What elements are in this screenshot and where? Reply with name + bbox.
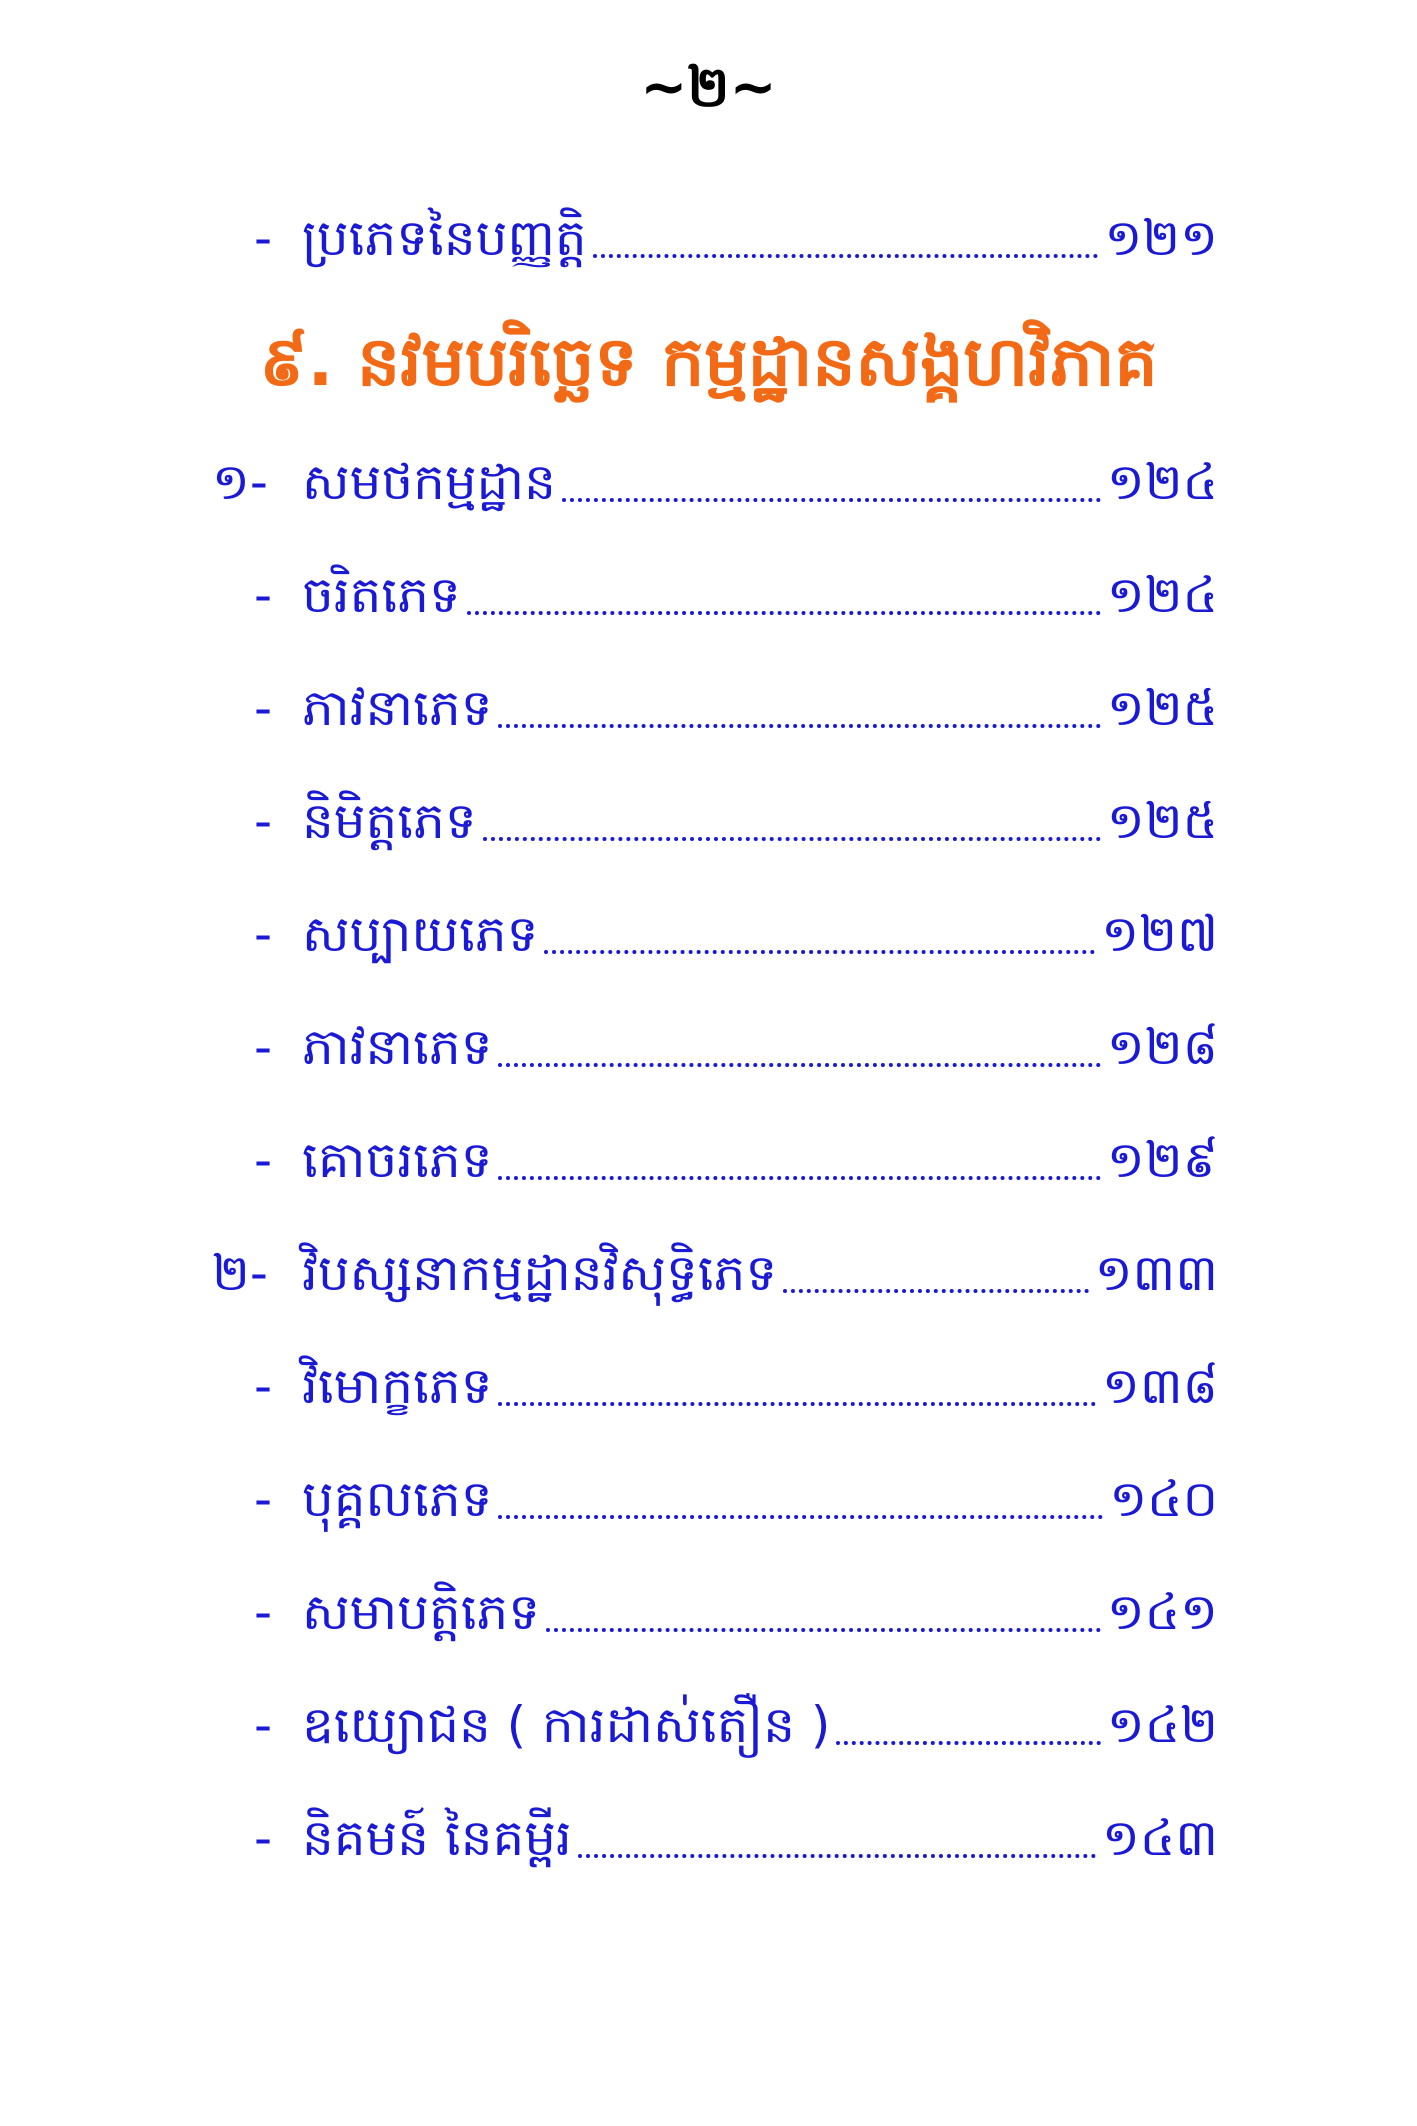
dot-leader	[544, 950, 1095, 954]
toc-label: សមាបត្តិភេទ	[302, 1583, 541, 1641]
toc-label: សមថកម្មដ្ឋាន	[302, 453, 556, 511]
toc-marker: -	[254, 679, 273, 737]
toc-entry-0[interactable]	[212, 196, 1218, 280]
page-number: ~២~	[640, 55, 777, 120]
dot-leader	[578, 1854, 1096, 1858]
dot-leader	[836, 1741, 1101, 1745]
toc-page-number: ១២១	[1104, 209, 1218, 267]
toc-marker: -	[254, 1131, 273, 1189]
toc-entry-9[interactable]	[212, 1344, 1218, 1428]
toc-label: និមិត្តភេទ	[302, 792, 477, 850]
toc-marker: ១-	[212, 453, 268, 511]
toc-marker: ២-	[212, 1244, 268, 1302]
toc-entry-3[interactable]	[212, 666, 1218, 750]
chapter-heading: ៩. នវមបរិច្ឆេទ កម្មដ្ឋានសង្គហវិភាគ	[259, 323, 1158, 402]
toc-marker: -	[254, 1357, 273, 1415]
toc-marker: -	[254, 1583, 273, 1641]
dot-leader	[562, 498, 1101, 502]
toc-label: សប្បាយភេទ	[302, 905, 539, 963]
toc-marker: -	[254, 566, 273, 624]
toc-page-number: ១២៨	[1106, 1018, 1218, 1076]
toc-page-number: ១២៤	[1106, 566, 1218, 624]
toc-page-number: ១២៤	[1106, 453, 1218, 511]
dot-leader	[498, 1402, 1096, 1406]
dot-leader	[498, 1176, 1100, 1180]
toc-entry-13[interactable]	[212, 1796, 1218, 1880]
toc-label: ចរិតភេទ	[302, 566, 461, 624]
toc-label: វិបស្សនាកម្មដ្ឋានវិសុទ្ធិភេទ	[302, 1244, 778, 1302]
dot-leader	[593, 254, 1099, 258]
toc-entry-11[interactable]	[212, 1570, 1218, 1654]
toc-entry-4[interactable]	[212, 779, 1218, 863]
toc-label: ភាវនាភេទ	[302, 1018, 493, 1076]
dot-leader	[546, 1628, 1101, 1632]
toc-page-number: ១២៩	[1106, 1131, 1218, 1189]
toc-marker: -	[254, 792, 273, 850]
toc-label: ភាវនាភេទ	[302, 679, 493, 737]
dot-leader	[783, 1289, 1089, 1293]
toc-label: គោចរភេទ	[302, 1131, 493, 1189]
toc-label: ឧយ្យោជន ( ការដាស់តឿន )	[302, 1696, 831, 1754]
dot-leader	[498, 1063, 1100, 1067]
toc-page-number: ១៤២	[1106, 1696, 1218, 1754]
toc-marker: -	[254, 1696, 273, 1754]
toc-entry-5[interactable]	[212, 892, 1218, 976]
toc-entry-7[interactable]	[212, 1118, 1218, 1202]
toc-page-number: ១៤១	[1106, 1583, 1218, 1641]
toc-entry-10[interactable]	[212, 1457, 1218, 1541]
toc-page-number: ១២៥	[1106, 792, 1218, 850]
dot-leader	[498, 724, 1100, 728]
toc-entry-8[interactable]	[212, 1231, 1218, 1315]
toc-page-number: ១២៧	[1101, 905, 1218, 963]
toc-label: វិមោក្ខភេទ	[302, 1357, 493, 1415]
toc-entry-2[interactable]	[212, 553, 1218, 637]
toc-page-number: ១២៥	[1106, 679, 1218, 737]
toc-marker: -	[254, 1018, 273, 1076]
toc-page-number: ១៣៣	[1094, 1244, 1218, 1302]
toc-marker: -	[254, 905, 273, 963]
toc-marker: -	[254, 1809, 273, 1867]
toc-entry-1[interactable]	[212, 440, 1218, 524]
toc-label: បុគ្គលភេទ	[302, 1470, 493, 1528]
toc-page-number: ១៤០	[1109, 1470, 1218, 1528]
toc-page-number: ១៣៨	[1102, 1357, 1218, 1415]
dot-leader	[498, 1515, 1103, 1519]
toc-marker: -	[254, 1470, 273, 1528]
dot-leader	[467, 611, 1101, 615]
toc-entry-6[interactable]	[212, 1005, 1218, 1089]
toc-entry-12[interactable]	[212, 1683, 1218, 1767]
toc-label: និគមន៍ នៃគម្ពីរ	[302, 1809, 572, 1867]
toc-marker: -	[254, 209, 273, 267]
dot-leader	[483, 837, 1101, 841]
toc-label: ប្រភេទនៃបញ្ញត្តិ	[302, 209, 587, 267]
toc-page-number: ១៤៣	[1102, 1809, 1218, 1867]
